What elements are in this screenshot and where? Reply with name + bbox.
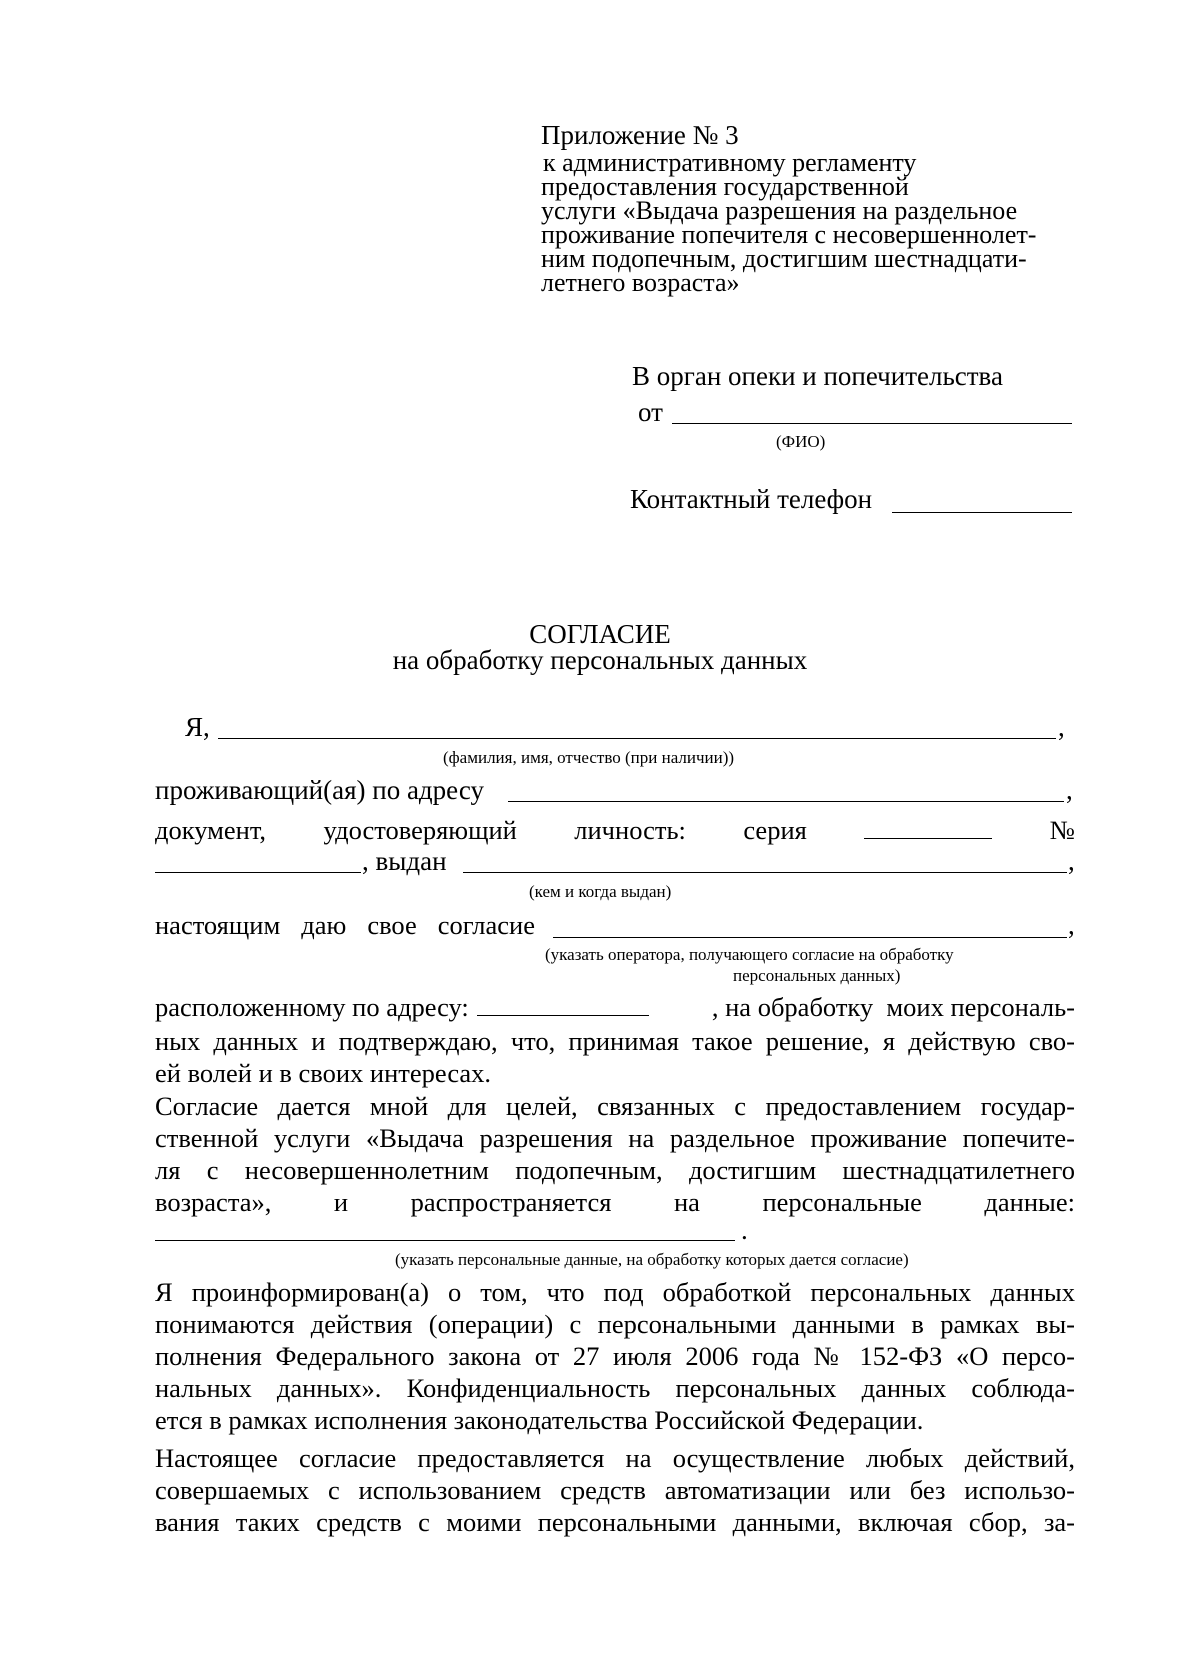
comma: , [1068,846,1075,876]
appendix-line: услуги «Выдача разрешения на раздельное [541,196,1018,225]
paragraph-4: Настоящее согласие предоставляется на осуществление любых действий, совершаемых с использованием средств автоматизации или без использо- вания таких средств с моими персональными данными, включая сбор, за- [155,1443,1075,1537]
consent-word: свое [367,910,417,940]
paragraph-2-last-line: возраста», и распространяется на персональные данные: [155,1187,1075,1217]
paragraph-1: ных данных и подтверждаю, что, принимая такое решение, я действую сво- ей волей и в своих интересах. [155,1026,1075,1088]
operator-field-line[interactable] [553,937,1067,938]
doc-word: серия [743,815,807,845]
comma: , [1068,910,1075,940]
doc-word: документ, [155,815,267,845]
address-field-line[interactable] [508,801,1064,802]
appendix-line: проживание попечителя с несовершеннолет- [541,220,1037,249]
phone-label: Контактный телефон [630,484,873,514]
consent-word: настоящим [155,910,281,940]
comma: , [1066,775,1073,805]
appendix-line: предоставления государственной [541,172,909,201]
located-label: расположенному по адресу: [155,992,469,1022]
doc-word: личность: [574,815,686,845]
personal-data-caption: (указать персональные данные, на обработку которых дается согласие) [395,1250,909,1269]
issued-label: , выдан [362,846,447,876]
operator-caption: (указать оператора, получающего согласие на обработку [545,945,954,964]
document-subtitle: на обработку персональных данных [392,645,808,675]
doc-number-field-line[interactable] [155,872,361,873]
located-row [155,992,1075,1023]
addressee-from-label: от [638,397,663,427]
fio-field-line[interactable] [672,423,1072,424]
issued-by-field-line[interactable] [463,872,1067,873]
doc-word: удостоверяющий [323,815,517,845]
residing-label: проживающий(ая) по адресу [155,775,484,805]
comma: , [1058,712,1065,742]
operator-caption: персональных данных) [733,966,901,985]
appendix-number: Приложение № 3 [541,120,739,150]
paragraph-3: Я проинформирован(а) о том, что под обработкой персональных данных понимаются действия (операции) с персональными данными в рамках вы- полнения Федерального закона от 27 июля 2006 года № 152-ФЗ «О персо- нальных данных». Конфиденциальность персональных данных соблюда- ется в рамках исполнения законодательства Российской Федерации. [155,1277,1075,1435]
full-name-caption: (фамилия, имя, отчество (при наличии)) [443,748,735,767]
phone-field-line[interactable] [892,512,1072,513]
id-document-row [155,815,1075,846]
appendix-line: ним подопечным, достигшим шестнадцати- [541,244,1027,273]
fio-caption: (ФИО) [776,432,826,451]
period: . [741,1215,748,1245]
full-name-field-line[interactable] [218,738,1056,739]
document-title: СОГЛАСИЕ [529,619,671,649]
appendix-line: летнего возраста» [541,268,740,297]
series-field-line[interactable] [864,816,992,839]
paragraph-2: Согласие дается мной для целей, связанных с предоставлением государ- ственной услуги «Выдача разрешения на раздельное проживание попечите- ля с несовершеннолетним подопечным, достигшим шестнадцатилетнего [155,1091,1075,1185]
operator-address-field-line[interactable] [477,993,649,1016]
consent-row [155,910,535,941]
number-sign: № [1049,815,1075,845]
personal-data-field-line[interactable] [155,1240,735,1241]
i-label: Я, [185,712,210,742]
addressee-to: В орган опеки и попечительства [632,361,1003,391]
located-rest: , на обработку моих персональ- [711,992,1075,1022]
consent-word: даю [301,910,347,940]
consent-word: согласие [437,910,535,940]
appendix-line: к административному регламенту [543,148,917,177]
issued-caption: (кем и когда выдан) [529,882,672,901]
